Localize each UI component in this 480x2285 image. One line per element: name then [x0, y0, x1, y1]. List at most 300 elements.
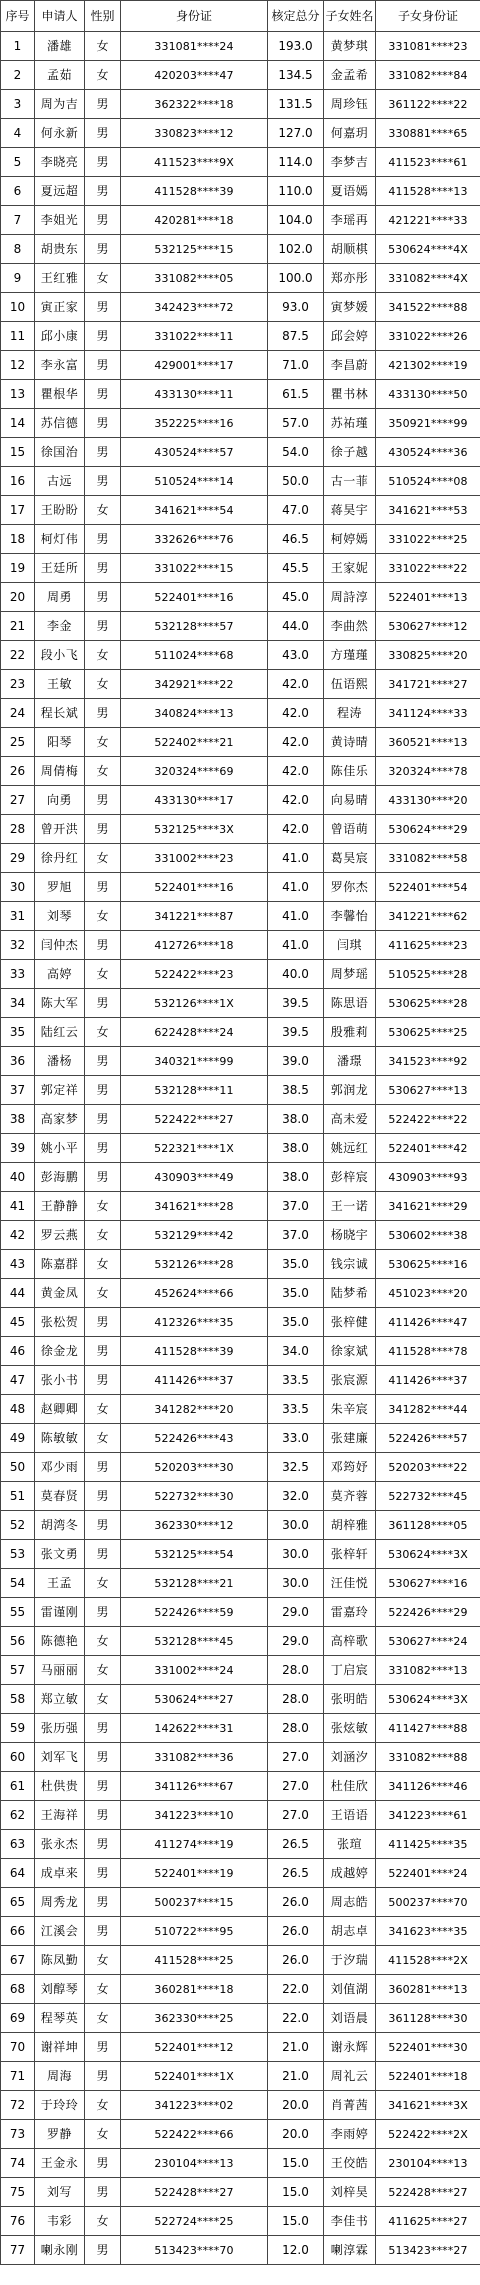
- gender-cell: 女: [85, 1627, 121, 1656]
- table-header: [1, 1, 480, 32]
- total-score-cell: 131.5: [268, 90, 324, 119]
- child-id-card-cell: 411625****23: [376, 931, 480, 960]
- table-row: [1, 61, 480, 90]
- child-id-card-cell: 341282****44: [376, 1395, 480, 1424]
- serial-number-cell: 30: [1, 873, 35, 902]
- total-score-cell: 42.0: [268, 670, 324, 699]
- total-score-cell: 27.0: [268, 1743, 324, 1772]
- child-id-card-cell: 360281****13: [376, 1975, 480, 2004]
- child-name-cell: 张瑄: [324, 1830, 376, 1859]
- serial-number-cell: 57: [1, 1656, 35, 1685]
- gender-cell: 男: [85, 989, 121, 1018]
- gender-cell: 女: [85, 1395, 121, 1424]
- serial-number-cell: 49: [1, 1424, 35, 1453]
- table-row: [1, 1337, 480, 1366]
- total-score-cell: 87.5: [268, 322, 324, 351]
- applicant-name-cell: 赵卿卿: [35, 1395, 85, 1424]
- table-row: [1, 1511, 480, 1540]
- child-name-cell: 陈思语: [324, 989, 376, 1018]
- table-row: [1, 1656, 480, 1685]
- table-row: [1, 1888, 480, 1917]
- child-id-card-cell: 411426****47: [376, 1308, 480, 1337]
- gender-cell: 女: [85, 1192, 121, 1221]
- child-name-cell: 胡梓雅: [324, 1511, 376, 1540]
- child-id-card-cell: 341721****27: [376, 670, 480, 699]
- id-card-cell: 362330****12: [121, 1511, 268, 1540]
- table-row: [1, 438, 480, 467]
- applicant-name-cell: 夏远超: [35, 177, 85, 206]
- child-name-cell: 寅梦媛: [324, 293, 376, 322]
- serial-number-cell: 47: [1, 1366, 35, 1395]
- gender-cell: 男: [85, 1134, 121, 1163]
- child-id-card-cell: 341126****46: [376, 1772, 480, 1801]
- child-name-cell: 郭润龙: [324, 1076, 376, 1105]
- serial-number-cell: 73: [1, 2120, 35, 2149]
- gender-cell: 男: [85, 2033, 121, 2062]
- id-card-cell: 341223****10: [121, 1801, 268, 1830]
- total-score-cell: 110.0: [268, 177, 324, 206]
- table-row: [1, 32, 480, 61]
- child-id-card-cell: 522401****42: [376, 1134, 480, 1163]
- child-id-card-cell: 433130****20: [376, 786, 480, 815]
- total-score-cell: 26.0: [268, 1888, 324, 1917]
- id-card-cell: 430524****57: [121, 438, 268, 467]
- total-score-cell: 44.0: [268, 612, 324, 641]
- table-row: [1, 2236, 480, 2265]
- applicant-name-cell: 罗云燕: [35, 1221, 85, 1250]
- table-row: [1, 1830, 480, 1859]
- total-score-cell: 54.0: [268, 438, 324, 467]
- total-score-cell: 43.0: [268, 641, 324, 670]
- table-row: [1, 786, 480, 815]
- child-name-cell: 王语语: [324, 1801, 376, 1830]
- applicant-name-cell: 古远: [35, 467, 85, 496]
- child-id-card-cell: 361128****30: [376, 2004, 480, 2033]
- serial-number-cell: 39: [1, 1134, 35, 1163]
- total-score-cell: 20.0: [268, 2091, 324, 2120]
- table-row: [1, 960, 480, 989]
- gender-cell: 女: [85, 641, 121, 670]
- id-card-cell: 522402****21: [121, 728, 268, 757]
- total-score-cell: 32.0: [268, 1482, 324, 1511]
- gender-cell: 男: [85, 206, 121, 235]
- total-score-cell: 193.0: [268, 32, 324, 61]
- id-card-cell: 331002****23: [121, 844, 268, 873]
- applicant-name-cell: 成卓来: [35, 1859, 85, 1888]
- table-row: [1, 467, 480, 496]
- child-id-card-cell: 331082****4X: [376, 264, 480, 293]
- child-id-card-cell: 341523****92: [376, 1047, 480, 1076]
- table-row: [1, 525, 480, 554]
- child-id-card-cell: 510525****28: [376, 960, 480, 989]
- serial-number-cell: 22: [1, 641, 35, 670]
- applicant-name-cell: 阳琴: [35, 728, 85, 757]
- id-card-cell: 522401****16: [121, 873, 268, 902]
- total-score-cell: 41.0: [268, 844, 324, 873]
- header-child-id-card: 子女身份证: [376, 1, 480, 32]
- total-score-cell: 50.0: [268, 467, 324, 496]
- serial-number-cell: 74: [1, 2149, 35, 2178]
- child-id-card-cell: 330825****20: [376, 641, 480, 670]
- applicant-name-cell: 韦彩: [35, 2207, 85, 2236]
- serial-number-cell: 1: [1, 32, 35, 61]
- id-card-cell: 522426****59: [121, 1598, 268, 1627]
- gender-cell: 男: [85, 786, 121, 815]
- child-name-cell: 李瑶再: [324, 206, 376, 235]
- gender-cell: 男: [85, 1540, 121, 1569]
- total-score-cell: 15.0: [268, 2178, 324, 2207]
- applicant-name-cell: 徐国治: [35, 438, 85, 467]
- table-row: [1, 1279, 480, 1308]
- table-row: [1, 670, 480, 699]
- table-row: [1, 1076, 480, 1105]
- applicant-name-cell: 王敏: [35, 670, 85, 699]
- table-row: [1, 1163, 480, 1192]
- applicant-name-cell: 曾开洪: [35, 815, 85, 844]
- serial-number-cell: 42: [1, 1221, 35, 1250]
- total-score-cell: 40.0: [268, 960, 324, 989]
- applicant-name-cell: 陆红云: [35, 1018, 85, 1047]
- applicant-name-cell: 向勇: [35, 786, 85, 815]
- serial-number-cell: 26: [1, 757, 35, 786]
- serial-number-cell: 24: [1, 699, 35, 728]
- table-row: [1, 583, 480, 612]
- applicant-name-cell: 张松贺: [35, 1308, 85, 1337]
- child-id-card-cell: 411523****61: [376, 148, 480, 177]
- child-id-card-cell: 530627****24: [376, 1627, 480, 1656]
- table-row: [1, 177, 480, 206]
- id-card-cell: 510722****95: [121, 1917, 268, 1946]
- id-card-cell: 412326****35: [121, 1308, 268, 1337]
- child-id-card-cell: 530624****3X: [376, 1540, 480, 1569]
- applicant-name-cell: 罗旭: [35, 873, 85, 902]
- child-name-cell: 徐家斌: [324, 1337, 376, 1366]
- total-score-cell: 42.0: [268, 786, 324, 815]
- header-total-score: 核定总分: [268, 1, 324, 32]
- gender-cell: 男: [85, 1366, 121, 1395]
- child-name-cell: 向易晴: [324, 786, 376, 815]
- serial-number-cell: 71: [1, 2062, 35, 2091]
- child-name-cell: 李昌蔚: [324, 351, 376, 380]
- total-score-cell: 42.0: [268, 699, 324, 728]
- id-card-cell: 433130****11: [121, 380, 268, 409]
- serial-number-cell: 70: [1, 2033, 35, 2062]
- table-row: [1, 1627, 480, 1656]
- applicant-name-cell: 寅正家: [35, 293, 85, 322]
- gender-cell: 女: [85, 844, 121, 873]
- id-card-cell: 522426****43: [121, 1424, 268, 1453]
- total-score-cell: 29.0: [268, 1598, 324, 1627]
- total-score-cell: 29.0: [268, 1627, 324, 1656]
- child-name-cell: 彭梓宸: [324, 1163, 376, 1192]
- table-row: [1, 351, 480, 380]
- serial-number-cell: 33: [1, 960, 35, 989]
- id-card-cell: 513423****70: [121, 2236, 268, 2265]
- child-id-card-cell: 522401****18: [376, 2062, 480, 2091]
- gender-cell: 女: [85, 902, 121, 931]
- id-card-cell: 341621****28: [121, 1192, 268, 1221]
- child-name-cell: 徐子越: [324, 438, 376, 467]
- child-id-card-cell: 510524****08: [376, 467, 480, 496]
- gender-cell: 男: [85, 409, 121, 438]
- serial-number-cell: 13: [1, 380, 35, 409]
- table-row: [1, 2062, 480, 2091]
- total-score-cell: 42.0: [268, 815, 324, 844]
- child-name-cell: 王佼皓: [324, 2149, 376, 2178]
- child-name-cell: 丁启宸: [324, 1656, 376, 1685]
- table-row: [1, 1018, 480, 1047]
- child-id-card-cell: 361122****22: [376, 90, 480, 119]
- serial-number-cell: 18: [1, 525, 35, 554]
- child-name-cell: 张建廉: [324, 1424, 376, 1453]
- applicant-name-cell: 周倩梅: [35, 757, 85, 786]
- id-card-cell: 320324****69: [121, 757, 268, 786]
- gender-cell: 男: [85, 815, 121, 844]
- total-score-cell: 27.0: [268, 1801, 324, 1830]
- total-score-cell: 27.0: [268, 1772, 324, 1801]
- header-applicant: 申请人: [35, 1, 85, 32]
- gender-cell: 男: [85, 380, 121, 409]
- child-id-card-cell: 230104****13: [376, 2149, 480, 2178]
- table-row: [1, 496, 480, 525]
- gender-cell: 女: [85, 1975, 121, 2004]
- id-card-cell: 532128****57: [121, 612, 268, 641]
- total-score-cell: 102.0: [268, 235, 324, 264]
- gender-cell: 女: [85, 1424, 121, 1453]
- table-row: [1, 2120, 480, 2149]
- id-card-cell: 530624****27: [121, 1685, 268, 1714]
- child-name-cell: 陆梦希: [324, 1279, 376, 1308]
- applicant-name-cell: 郑立敏: [35, 1685, 85, 1714]
- total-score-cell: 34.0: [268, 1337, 324, 1366]
- table-row: [1, 2207, 480, 2236]
- child-id-card-cell: 331081****23: [376, 32, 480, 61]
- serial-number-cell: 48: [1, 1395, 35, 1424]
- gender-cell: 男: [85, 583, 121, 612]
- table-row: [1, 757, 480, 786]
- gender-cell: 男: [85, 1511, 121, 1540]
- applicant-name-cell: 刘琴: [35, 902, 85, 931]
- serial-number-cell: 36: [1, 1047, 35, 1076]
- child-name-cell: 周礼云: [324, 2062, 376, 2091]
- id-card-cell: 142622****31: [121, 1714, 268, 1743]
- applicant-name-cell: 潘杨: [35, 1047, 85, 1076]
- applicant-name-cell: 程长斌: [35, 699, 85, 728]
- serial-number-cell: 9: [1, 264, 35, 293]
- gender-cell: 男: [85, 699, 121, 728]
- applicant-name-cell: 李姐光: [35, 206, 85, 235]
- applicant-name-cell: 程琴英: [35, 2004, 85, 2033]
- child-id-card-cell: 341223****61: [376, 1801, 480, 1830]
- table-row: [1, 1917, 480, 1946]
- serial-number-cell: 20: [1, 583, 35, 612]
- applicant-name-cell: 瞿根华: [35, 380, 85, 409]
- id-card-cell: 430903****49: [121, 1163, 268, 1192]
- child-name-cell: 胡顺棋: [324, 235, 376, 264]
- applicant-name-cell: 周秀龙: [35, 1888, 85, 1917]
- applicant-name-cell: 于玲玲: [35, 2091, 85, 2120]
- table-row: [1, 1366, 480, 1395]
- applicant-name-cell: 杜供贵: [35, 1772, 85, 1801]
- child-id-card-cell: 341621****53: [376, 496, 480, 525]
- serial-number-cell: 5: [1, 148, 35, 177]
- applicant-name-cell: 莫春贤: [35, 1482, 85, 1511]
- total-score-cell: 41.0: [268, 873, 324, 902]
- table-row: [1, 844, 480, 873]
- id-card-cell: 411274****19: [121, 1830, 268, 1859]
- child-id-card-cell: 331022****26: [376, 322, 480, 351]
- id-card-cell: 340824****13: [121, 699, 268, 728]
- total-score-cell: 35.0: [268, 1279, 324, 1308]
- applicant-name-cell: 郭定祥: [35, 1076, 85, 1105]
- child-name-cell: 殷雅莉: [324, 1018, 376, 1047]
- total-score-cell: 33.5: [268, 1395, 324, 1424]
- gender-cell: 男: [85, 438, 121, 467]
- serial-number-cell: 58: [1, 1685, 35, 1714]
- child-id-card-cell: 530624****3X: [376, 1685, 480, 1714]
- id-card-cell: 532129****42: [121, 1221, 268, 1250]
- child-name-cell: 张梓健: [324, 1308, 376, 1337]
- table-row: [1, 2149, 480, 2178]
- gender-cell: 女: [85, 2091, 121, 2120]
- total-score-cell: 39.0: [268, 1047, 324, 1076]
- child-name-cell: 高梓歌: [324, 1627, 376, 1656]
- child-name-cell: 金孟希: [324, 61, 376, 90]
- id-card-cell: 341221****87: [121, 902, 268, 931]
- table-row: [1, 90, 480, 119]
- applicant-name-cell: 高家梦: [35, 1105, 85, 1134]
- child-name-cell: 夏语嫣: [324, 177, 376, 206]
- child-name-cell: 王一诺: [324, 1192, 376, 1221]
- applicant-name-cell: 刘醇琴: [35, 1975, 85, 2004]
- applicant-name-cell: 段小飞: [35, 641, 85, 670]
- id-card-cell: 331081****24: [121, 32, 268, 61]
- id-card-cell: 452624****66: [121, 1279, 268, 1308]
- applicant-name-cell: 徐丹红: [35, 844, 85, 873]
- serial-number-cell: 29: [1, 844, 35, 873]
- total-score-cell: 38.0: [268, 1163, 324, 1192]
- serial-number-cell: 23: [1, 670, 35, 699]
- child-id-card-cell: 341522****88: [376, 293, 480, 322]
- child-name-cell: 黄诗晴: [324, 728, 376, 757]
- gender-cell: 男: [85, 1105, 121, 1134]
- applicant-name-cell: 谢祥坤: [35, 2033, 85, 2062]
- child-name-cell: 成越婷: [324, 1859, 376, 1888]
- total-score-cell: 71.0: [268, 351, 324, 380]
- serial-number-cell: 52: [1, 1511, 35, 1540]
- id-card-cell: 522401****19: [121, 1859, 268, 1888]
- table-row: [1, 612, 480, 641]
- id-card-cell: 429001****17: [121, 351, 268, 380]
- child-id-card-cell: 411426****37: [376, 1366, 480, 1395]
- total-score-cell: 104.0: [268, 206, 324, 235]
- table-row: [1, 235, 480, 264]
- child-id-card-cell: 411625****27: [376, 2207, 480, 2236]
- gender-cell: 男: [85, 612, 121, 641]
- serial-number-cell: 53: [1, 1540, 35, 1569]
- serial-number-cell: 41: [1, 1192, 35, 1221]
- id-card-cell: 522422****27: [121, 1105, 268, 1134]
- child-id-card-cell: 530624****4X: [376, 235, 480, 264]
- child-name-cell: 李曲然: [324, 612, 376, 641]
- serial-number-cell: 60: [1, 1743, 35, 1772]
- child-name-cell: 刘梓昊: [324, 2178, 376, 2207]
- table-row: [1, 1482, 480, 1511]
- gender-cell: 男: [85, 177, 121, 206]
- child-name-cell: 潘璟: [324, 1047, 376, 1076]
- id-card-cell: 360281****18: [121, 1975, 268, 2004]
- applicant-name-cell: 潘雄: [35, 32, 85, 61]
- total-score-cell: 41.0: [268, 902, 324, 931]
- serial-number-cell: 68: [1, 1975, 35, 2004]
- gender-cell: 男: [85, 1888, 121, 1917]
- child-name-cell: 莫齐蓉: [324, 1482, 376, 1511]
- table-row: [1, 1395, 480, 1424]
- child-id-card-cell: 522401****13: [376, 583, 480, 612]
- serial-number-cell: 34: [1, 989, 35, 1018]
- child-name-cell: 刘语晨: [324, 2004, 376, 2033]
- total-score-cell: 38.0: [268, 1105, 324, 1134]
- table-row: [1, 873, 480, 902]
- child-name-cell: 朱辛宸: [324, 1395, 376, 1424]
- total-score-cell: 39.5: [268, 989, 324, 1018]
- id-card-cell: 342423****72: [121, 293, 268, 322]
- gender-cell: 女: [85, 1685, 121, 1714]
- total-score-cell: 45.0: [268, 583, 324, 612]
- table-row: [1, 815, 480, 844]
- gender-cell: 男: [85, 119, 121, 148]
- child-name-cell: 高未爱: [324, 1105, 376, 1134]
- total-score-cell: 26.5: [268, 1859, 324, 1888]
- child-id-card-cell: 331022****25: [376, 525, 480, 554]
- total-score-cell: 37.0: [268, 1192, 324, 1221]
- child-id-card-cell: 341124****33: [376, 699, 480, 728]
- table-row: [1, 641, 480, 670]
- gender-cell: 女: [85, 960, 121, 989]
- gender-cell: 男: [85, 1743, 121, 1772]
- table-row: [1, 293, 480, 322]
- child-id-card-cell: 411528****13: [376, 177, 480, 206]
- applicant-name-cell: 张小书: [35, 1366, 85, 1395]
- serial-number-cell: 4: [1, 119, 35, 148]
- total-score-cell: 38.5: [268, 1076, 324, 1105]
- total-score-cell: 33.5: [268, 1366, 324, 1395]
- serial-number-cell: 76: [1, 2207, 35, 2236]
- serial-number-cell: 25: [1, 728, 35, 757]
- table-row: [1, 1975, 480, 2004]
- child-id-card-cell: 530627****13: [376, 1076, 480, 1105]
- total-score-cell: 26.0: [268, 1946, 324, 1975]
- id-card-cell: 341282****20: [121, 1395, 268, 1424]
- table-row: [1, 554, 480, 583]
- gender-cell: 男: [85, 1308, 121, 1337]
- serial-number-cell: 8: [1, 235, 35, 264]
- total-score-cell: 21.0: [268, 2033, 324, 2062]
- child-name-cell: 刘涵汐: [324, 1743, 376, 1772]
- applicant-name-cell: 陈嘉群: [35, 1250, 85, 1279]
- total-score-cell: 22.0: [268, 2004, 324, 2033]
- serial-number-cell: 69: [1, 2004, 35, 2033]
- applicant-name-cell: 刘写: [35, 2178, 85, 2207]
- id-card-cell: 522401****16: [121, 583, 268, 612]
- gender-cell: 男: [85, 1337, 121, 1366]
- table-row: [1, 2178, 480, 2207]
- table-row: [1, 902, 480, 931]
- child-id-card-cell: 530625****16: [376, 1250, 480, 1279]
- child-id-card-cell: 331082****13: [376, 1656, 480, 1685]
- serial-number-cell: 31: [1, 902, 35, 931]
- serial-number-cell: 45: [1, 1308, 35, 1337]
